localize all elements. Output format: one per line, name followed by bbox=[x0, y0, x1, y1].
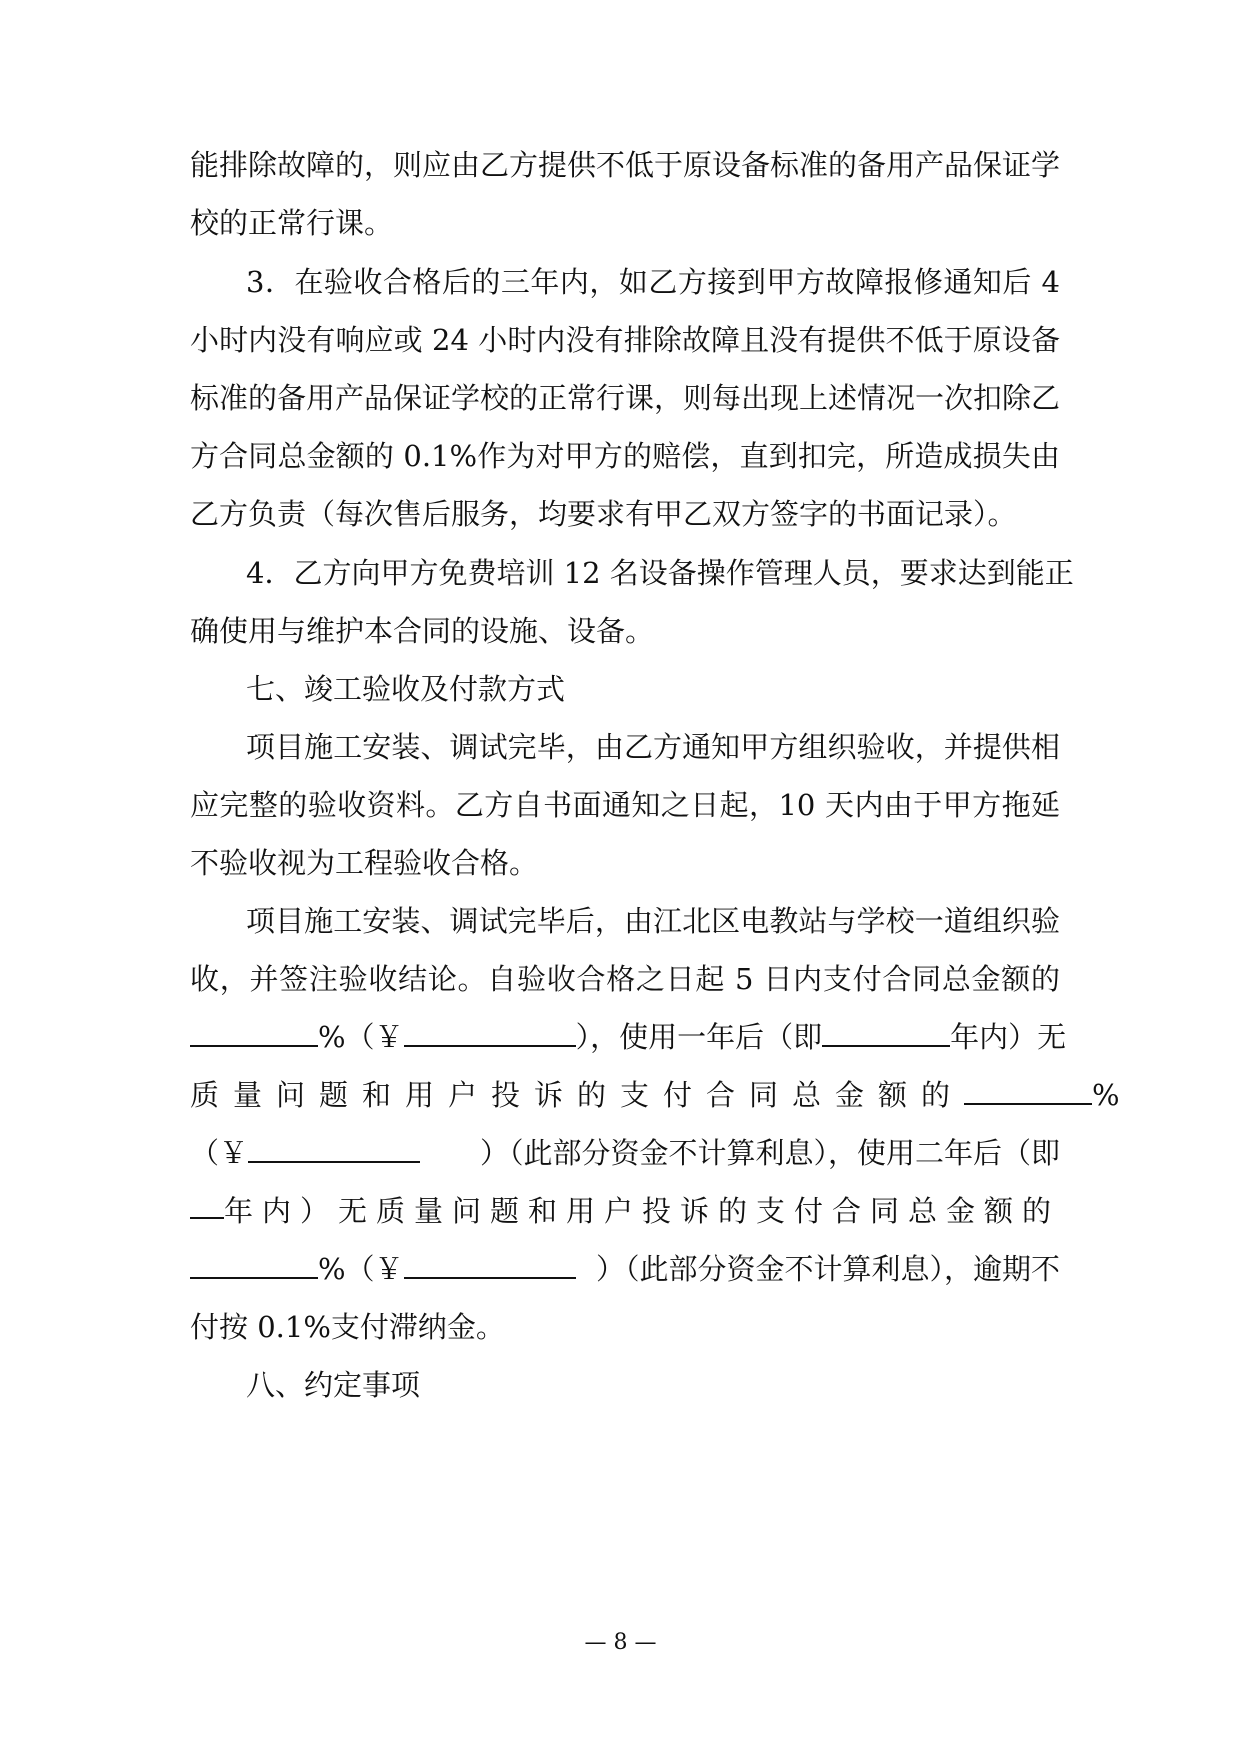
text-line-with-blanks: %（￥ ）（此部分资金不计算利息），逾期不 bbox=[190, 1249, 1060, 1289]
text-line: 应完整的验收资料。乙方自书面通知之日起，10 天内由于甲方拖延 bbox=[190, 788, 1060, 822]
text-line-with-blanks: 质量问题和用户投诉的支付合同总金额的 % bbox=[190, 1078, 1120, 1112]
text-line-with-blanks: 年内）无质量问题和用户投诉的支付合同总金额的 bbox=[190, 1191, 1060, 1231]
fill-blank-year[interactable] bbox=[190, 1191, 224, 1219]
fill-blank-percent[interactable] bbox=[190, 1019, 318, 1047]
page-number: — 8 — bbox=[584, 1630, 657, 1655]
text-line: 3．在验收合格后的三年内，如乙方接到甲方故障报修通知后 4 bbox=[246, 265, 1060, 299]
text-line: 标准的备用产品保证学校的正常行课，则每出现上述情况一次扣除乙 bbox=[190, 381, 1061, 415]
text-line: 收，并签注验收结论。自验收合格之日起 5 日内支付合同总金额的 bbox=[190, 962, 1060, 996]
text-line: 项目施工安装、调试完毕，由乙方通知甲方组织验收，并提供相 bbox=[246, 730, 1060, 764]
text-line: 小时内没有响应或 24 小时内没有排除故障且没有提供不低于原设备 bbox=[190, 323, 1060, 357]
text-line: 付按 0.1%支付滞纳金。 bbox=[190, 1310, 505, 1344]
text-line-with-blanks: %（￥ ），使用一年后（即 年内）无 bbox=[190, 1017, 1060, 1057]
section-heading: 七、竣工验收及付款方式 bbox=[246, 672, 566, 706]
text-line: 项目施工安装、调试完毕后，由江北区电教站与学校一道组织验 bbox=[246, 904, 1060, 938]
text-line: 能排除故障的，则应由乙方提供不低于原设备标准的备用产品保证学 bbox=[190, 148, 1061, 182]
text-line: 4．乙方向甲方免费培训 12 名设备操作管理人员，要求达到能正 bbox=[246, 556, 1074, 590]
fill-blank-amount[interactable] bbox=[248, 1135, 420, 1163]
text-line: 校的正常行课。 bbox=[190, 206, 394, 240]
text-line: 方合同总金额的 0.1%作为对甲方的赔偿，直到扣完，所造成损失由 bbox=[190, 439, 1060, 473]
text-line-with-blanks: （￥ ）（此部分资金不计算利息），使用二年后（即 bbox=[190, 1136, 1060, 1170]
fill-blank-percent[interactable] bbox=[964, 1077, 1092, 1105]
fill-blank-amount[interactable] bbox=[404, 1251, 576, 1279]
text-line: 确使用与维护本合同的设施、设备。 bbox=[190, 614, 655, 648]
fill-blank-year[interactable] bbox=[822, 1019, 950, 1047]
text-line: 不验收视为工程验收合格。 bbox=[190, 846, 539, 880]
fill-blank-amount[interactable] bbox=[404, 1019, 576, 1047]
text-line: 乙方负责（每次售后服务，均要求有甲乙双方签字的书面记录）。 bbox=[190, 497, 1017, 531]
fill-blank-percent[interactable] bbox=[190, 1251, 318, 1279]
section-heading: 八、约定事项 bbox=[246, 1368, 421, 1402]
